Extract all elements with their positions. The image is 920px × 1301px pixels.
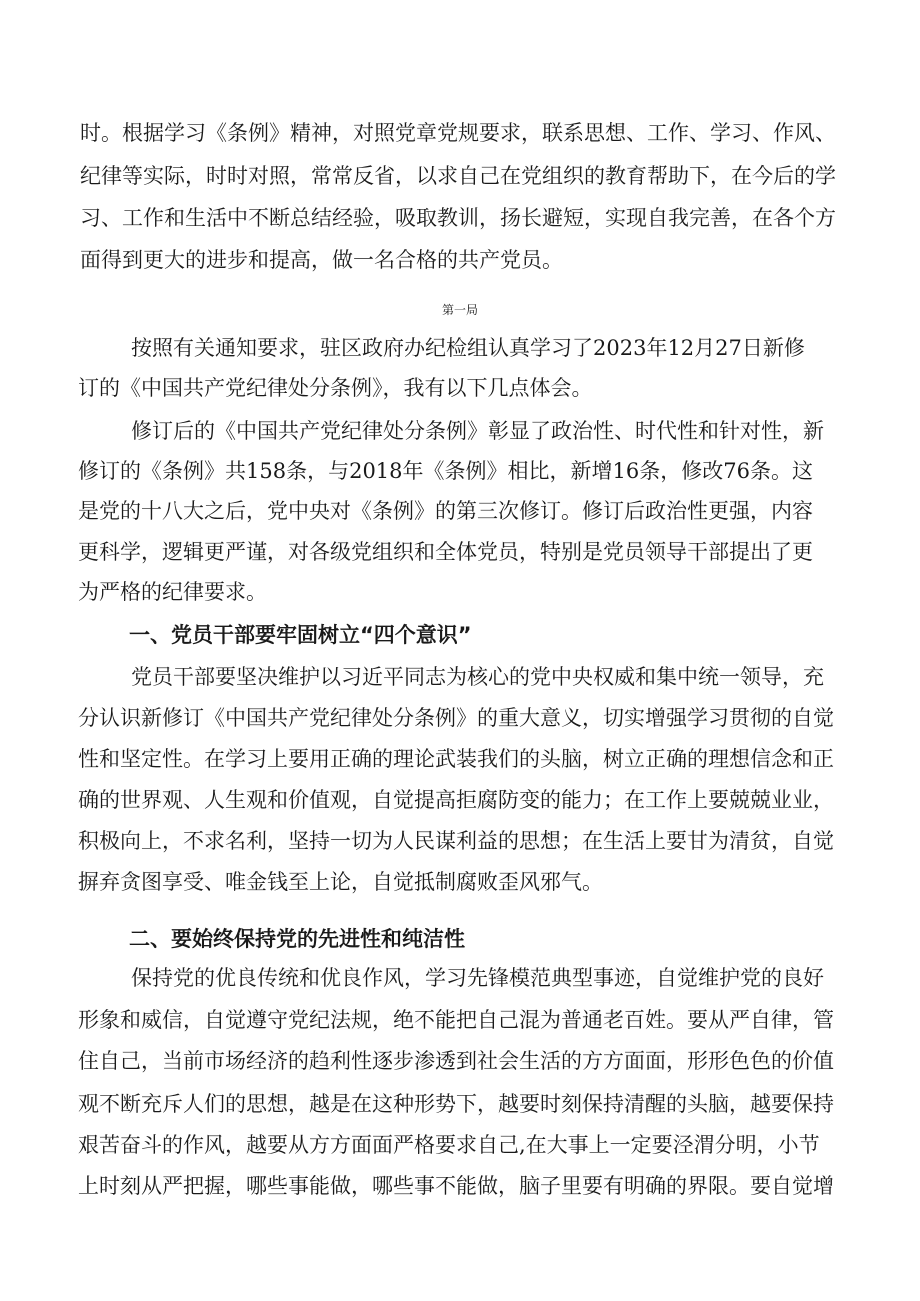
text-line: 观不断充斥人们的思想，越是在这种形势下，越要时刻保持清醒的头脑，越要保持 xyxy=(78,1092,834,1116)
text-line: 党员干部要坚决维护以习近平同志为核心的党中央权威和集中统一领导，充 xyxy=(131,665,824,689)
text-line: 修订的《条例》共158条，与2018年《条例》相比，新增16条，修改76条。这 xyxy=(78,459,813,483)
text-line: 住自己，当前市场经济的趋利性逐步渗透到社会生活的方方面面，形形色色的价值 xyxy=(78,1049,834,1073)
text-line: 确的世界观、人生观和价值观，自觉提高拒腐防变的能力；在工作上要兢兢业业， xyxy=(78,788,834,812)
text-line: 时。根据学习《条例》精神，对照党章党规要求，联系思想、工作、学习、作风、 xyxy=(80,121,836,145)
text-line: 性和坚定性。在学习上要用正确的理论武装我们的头脑，树立正确的理想信念和正 xyxy=(78,747,834,771)
text-line: 面得到更大的进步和提高，做一名合格的共产党员。 xyxy=(80,248,563,272)
section-label: 第一局 xyxy=(441,303,478,317)
section-heading: 一、党员干部要牢固树立“四个意识” xyxy=(129,623,472,647)
text-line: 是党的十八大之后，党中央对《条例》的第三次修订。修订后政治性更强，内容 xyxy=(78,499,813,523)
text-line: 艰苦奋斗的作风，越要从方方面面严格要求自己,在大事上一定要泾渭分明，小节 xyxy=(78,1133,820,1157)
text-line: 更科学，逻辑更严谨，对各级党组织和全体党员，特别是党员领导干部提出了更 xyxy=(78,540,813,564)
text-line: 习、工作和生活中不断总结经验，吸取教训，扬长避短，实现自我完善，在各个方 xyxy=(80,206,836,230)
text-line: 修订后的《中国共产党纪律处分条例》彰显了政治性、时代性和针对性，新 xyxy=(131,419,824,443)
text-line: 积极向上，不求名利，坚持一切为人民谋利益的思想；在生活上要甘为清贫，自觉 xyxy=(78,829,834,853)
section-heading: 二、要始终保持党的先进性和纯洁性 xyxy=(129,927,465,951)
text-line: 形象和威信，自觉遵守党纪法规，绝不能把自己混为普通老百姓。要从严自律，管 xyxy=(78,1008,834,1032)
text-line: 分认识新修订《中国共产党纪律处分条例》的重大意义，切实增强学习贯彻的自觉 xyxy=(78,706,834,730)
text-line: 纪律等实际，时时对照，常常反省，以求自己在党组织的教育帮助下，在今后的学 xyxy=(80,164,836,188)
text-line: 订的《中国共产党纪律处分条例》，我有以下几点体会。 xyxy=(78,376,593,400)
text-line: 按照有关通知要求，驻区政府办纪检组认真学习了2023年12月27日新修 xyxy=(131,336,805,360)
text-line: 为严格的纪律要求。 xyxy=(78,580,267,604)
text-line: 摒弃贪图享受、唯金钱至上论，自觉抵制腐败歪风邪气。 xyxy=(78,870,603,894)
text-line: 上时刻从严把握，哪些事能做，哪些事不能做，脑子里要有明确的界限。要自觉增 xyxy=(78,1174,834,1198)
text-line: 保持党的优良传统和优良作风，学习先锋模范典型事迹，自觉维护党的良好 xyxy=(131,966,824,990)
